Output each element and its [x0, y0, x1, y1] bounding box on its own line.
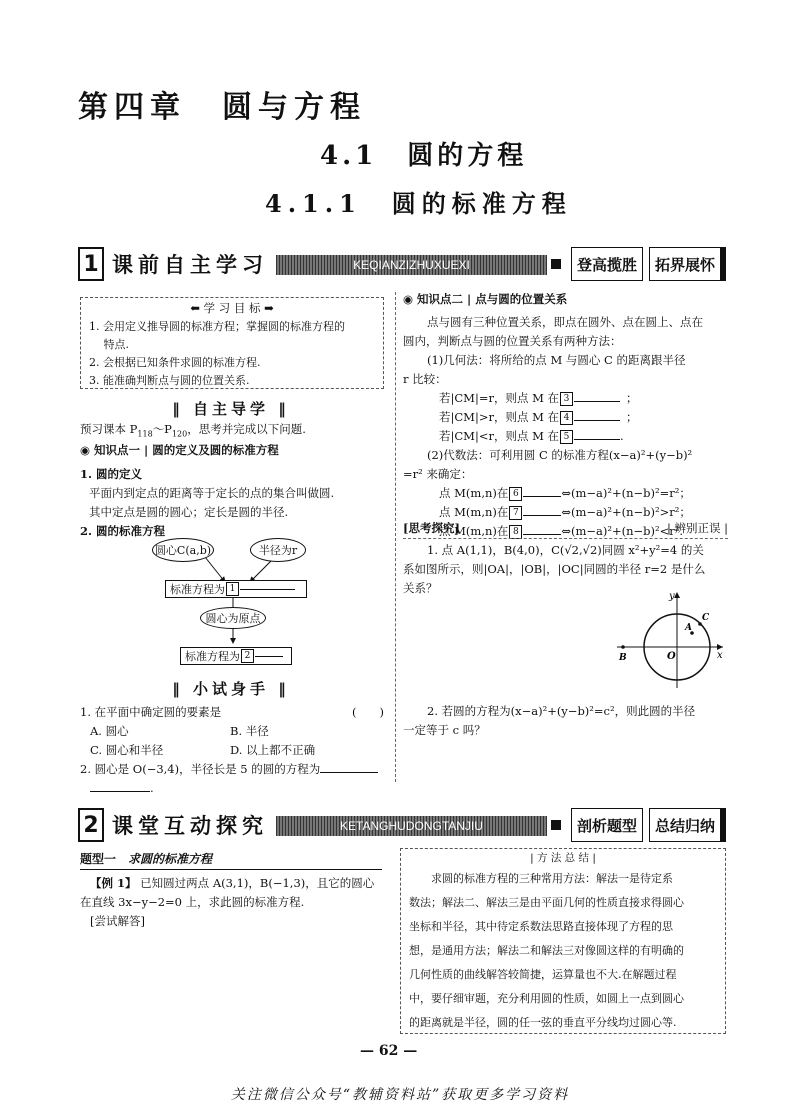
method-line: 几何性质的曲线解答较简捷，运算量也不大.在解题过程	[409, 968, 677, 981]
example-1: 【例 1】 已知圆过两点 A(3,1)，B(−1,3)，且它的圆心 在直线 3x−y−2=0 上，求此圆的标准方程. [尝试解答]	[80, 874, 390, 931]
radius-node: 半径为r	[250, 538, 306, 562]
equation-box-1: 标准方程为 1	[165, 580, 307, 598]
knowledge-point-1: ◉ 知识点一 | 圆的定义及圆的标准方程	[80, 443, 279, 457]
kp2-geometry: r 比较：	[403, 372, 447, 386]
footer-note: 关注微信公众号“教辅资料站”获取更多学习资料	[230, 1087, 570, 1103]
think-question-1: 1. 点 A(1,1)，B(4,0)，C(√2,√2)同圆 x²+y²=4 的关 系如图所示，则|OA|，|OB|，|OC|同圆的半径 r=2 是什么 关系？	[403, 543, 706, 595]
goal-item: 1. 会用定义推导圆的标准方程；掌握圆的标准方程的	[89, 320, 345, 333]
equation-box-2: 标准方程为 2	[180, 647, 292, 665]
goal-item: 2. 会根据已知条件求圆的标准方程.	[89, 356, 261, 369]
quiz-question-1: 1. 在平面中确定圆的要素是	[80, 705, 222, 719]
option-c: C. 圆心和半径	[90, 743, 164, 757]
point-a-label: A	[685, 623, 692, 633]
x-axis-label: x	[717, 650, 723, 661]
problem-type-heading: 题型一 求圆的标准方程	[80, 850, 382, 870]
page-number: — 62 —	[360, 1043, 418, 1059]
method-line: 数法；解法二、解法三是由平面几何的性质直接求得圆心	[409, 896, 684, 909]
kp2-algebra: =r² 来确定：	[403, 467, 473, 481]
method-line: 求圆的标准方程的三种常用方法：解法一是待定系	[409, 872, 673, 885]
circle-coordinate-figure	[615, 588, 727, 692]
quiz-question-2: 2. 圆心是 O(−3,4)，半径长是 5 的圆的方程为	[80, 762, 321, 776]
banner-pinyin: KETANGHUDONGTANJIU	[276, 816, 547, 836]
origin-node: 圆心为原点	[200, 607, 266, 629]
banner-number: 1	[78, 247, 104, 281]
kp2-body: 点与圆有三种位置关系，即点在圆外、点在圆上、点在 圆内，判断点与圆的位置关系有两种方法： (1)几何法：将所给的点 M 与圆心 C 的距离跟半径 r 比较： 若|CM|=r，则点 M 在 3 ； 若|CM|>r，则点 M 在 4 ； 若|CM|<r，则点 M 在 5 . (2)代数法：可利用圆 C 的标准方程(x−a)²+(y−b)² =r² 来确定： 点 M(m,n)在 6 ⇔(m−a)²+(n−b)²=r²； 点 M(m,n)在 7 ⇔(m−a)²+(n−b)²>r²； 点 M(m,n)在 8 ⇔(m−a)²+(n−b)²<r².	[403, 313, 728, 541]
answer-paren: ( )	[352, 705, 384, 719]
kp2-para: 点与圆有三种位置关系，即点在圆外、点在圆上、点在	[427, 315, 703, 329]
try-answer-label: [尝试解答]	[90, 914, 145, 928]
point-b-label: B	[619, 653, 627, 663]
option-b: B. 半径	[230, 724, 269, 738]
goals-title: ⬅ 学 习 目 标 ➡	[190, 301, 274, 315]
option-a: A. 圆心	[90, 724, 129, 738]
chapter-title: 第四章 圆与方程	[78, 90, 366, 125]
method-line: 想，是通用方法；解法二和解法三对像圆这样的有明确的	[409, 944, 684, 957]
think-question-2: 2. 若圆的方程为(x−a)²+(y−b)²=c²，则此圆的半径 一定等于 c 吗？	[403, 704, 696, 737]
y-axis-label: y	[669, 591, 675, 602]
method-line: 的距离就是半径，圆的任一弦的垂直平分线均过圆心等.	[409, 1016, 677, 1029]
arrow-left-icon: ⬅	[190, 301, 200, 315]
kp2-geometry: (1)几何法：将所给的点 M 与圆心 C 的距离跟半径	[427, 353, 686, 367]
kp1-definition-2: 其中定点是圆的圆心；定长是圆的半径.	[89, 505, 289, 519]
knowledge-point-2: ◉ 知识点二 | 点与圆的位置关系	[403, 292, 568, 306]
method-title: | 方 法 总 结 |	[530, 852, 596, 864]
subsection-title: 4.1.1 圆的标准方程	[265, 189, 572, 218]
quiz-body: 1. 在平面中确定圆的要素是 ( ) A. 圆心 B. 半径 C. 圆心和半径 D. 以上都不正确 2. 圆心是 O(−3,4)，半径长是 5 的圆的方程为 .	[80, 703, 390, 798]
option-d: D. 以上都不正确	[230, 743, 316, 757]
method-line: 中，要仔细审题，充分利用圆的性质，如圆上一点到圆心	[409, 992, 684, 1005]
kp1-heading-definition: 1. 圆的定义	[80, 467, 143, 481]
section-banner-1	[78, 247, 726, 281]
method-line: 坐标和半径，其中待定系数法思路直接体现了方程的思	[409, 920, 673, 933]
banner-title: 课堂互动探究	[112, 814, 268, 838]
banner-square-icon	[551, 259, 561, 269]
quiz-heading: ‖ 小试身手 ‖	[172, 680, 290, 698]
banner-pinyin: KEQIANZIZHUXUEXI	[276, 255, 547, 275]
banner-title: 课前自主学习	[112, 253, 268, 277]
banner-tag: 拓界展怀	[649, 247, 726, 281]
center-node: 圆心C(a,b)	[152, 538, 214, 562]
point-c-label: C	[702, 613, 710, 623]
banner-tag: 登高揽胜	[571, 247, 643, 281]
kp1-definition: 平面内到定点的距离等于定长的点的集合叫做圆.	[89, 486, 335, 500]
column-divider	[395, 292, 397, 782]
section-title: 4.1 圆的方程	[320, 141, 528, 171]
kp2-para: 圆内，判断点与圆的位置关系有两种方法：	[403, 334, 622, 348]
kp1-heading-equation: 2. 圆的标准方程	[80, 524, 166, 538]
self-guide-heading: ‖ 自主导学 ‖	[172, 400, 290, 418]
method-summary-box	[400, 848, 726, 1034]
think-explore-header: [思考探究] | 辨别正误 |	[403, 519, 728, 539]
banner-tag: 剖析题型	[571, 808, 643, 842]
banner-number: 2	[78, 808, 104, 842]
section-banner-2	[78, 808, 726, 842]
banner-tag: 总结归纳	[649, 808, 726, 842]
banner-square-icon	[551, 820, 561, 830]
kp2-algebra: (2)代数法：可利用圆 C 的标准方程(x−a)²+(y−b)²	[427, 448, 693, 462]
preview-instructions: 预习课本 $P_{118}\sim P_{120}$，思考并完成以下问题.	[80, 422, 306, 439]
goal-item: 3. 能准确判断点与圆的位置关系.	[89, 374, 250, 387]
learning-goals-box	[80, 297, 384, 389]
goal-item: 特点.	[89, 338, 129, 351]
arrow-right-icon: ➡	[264, 301, 274, 315]
origin-label: O	[667, 651, 676, 662]
